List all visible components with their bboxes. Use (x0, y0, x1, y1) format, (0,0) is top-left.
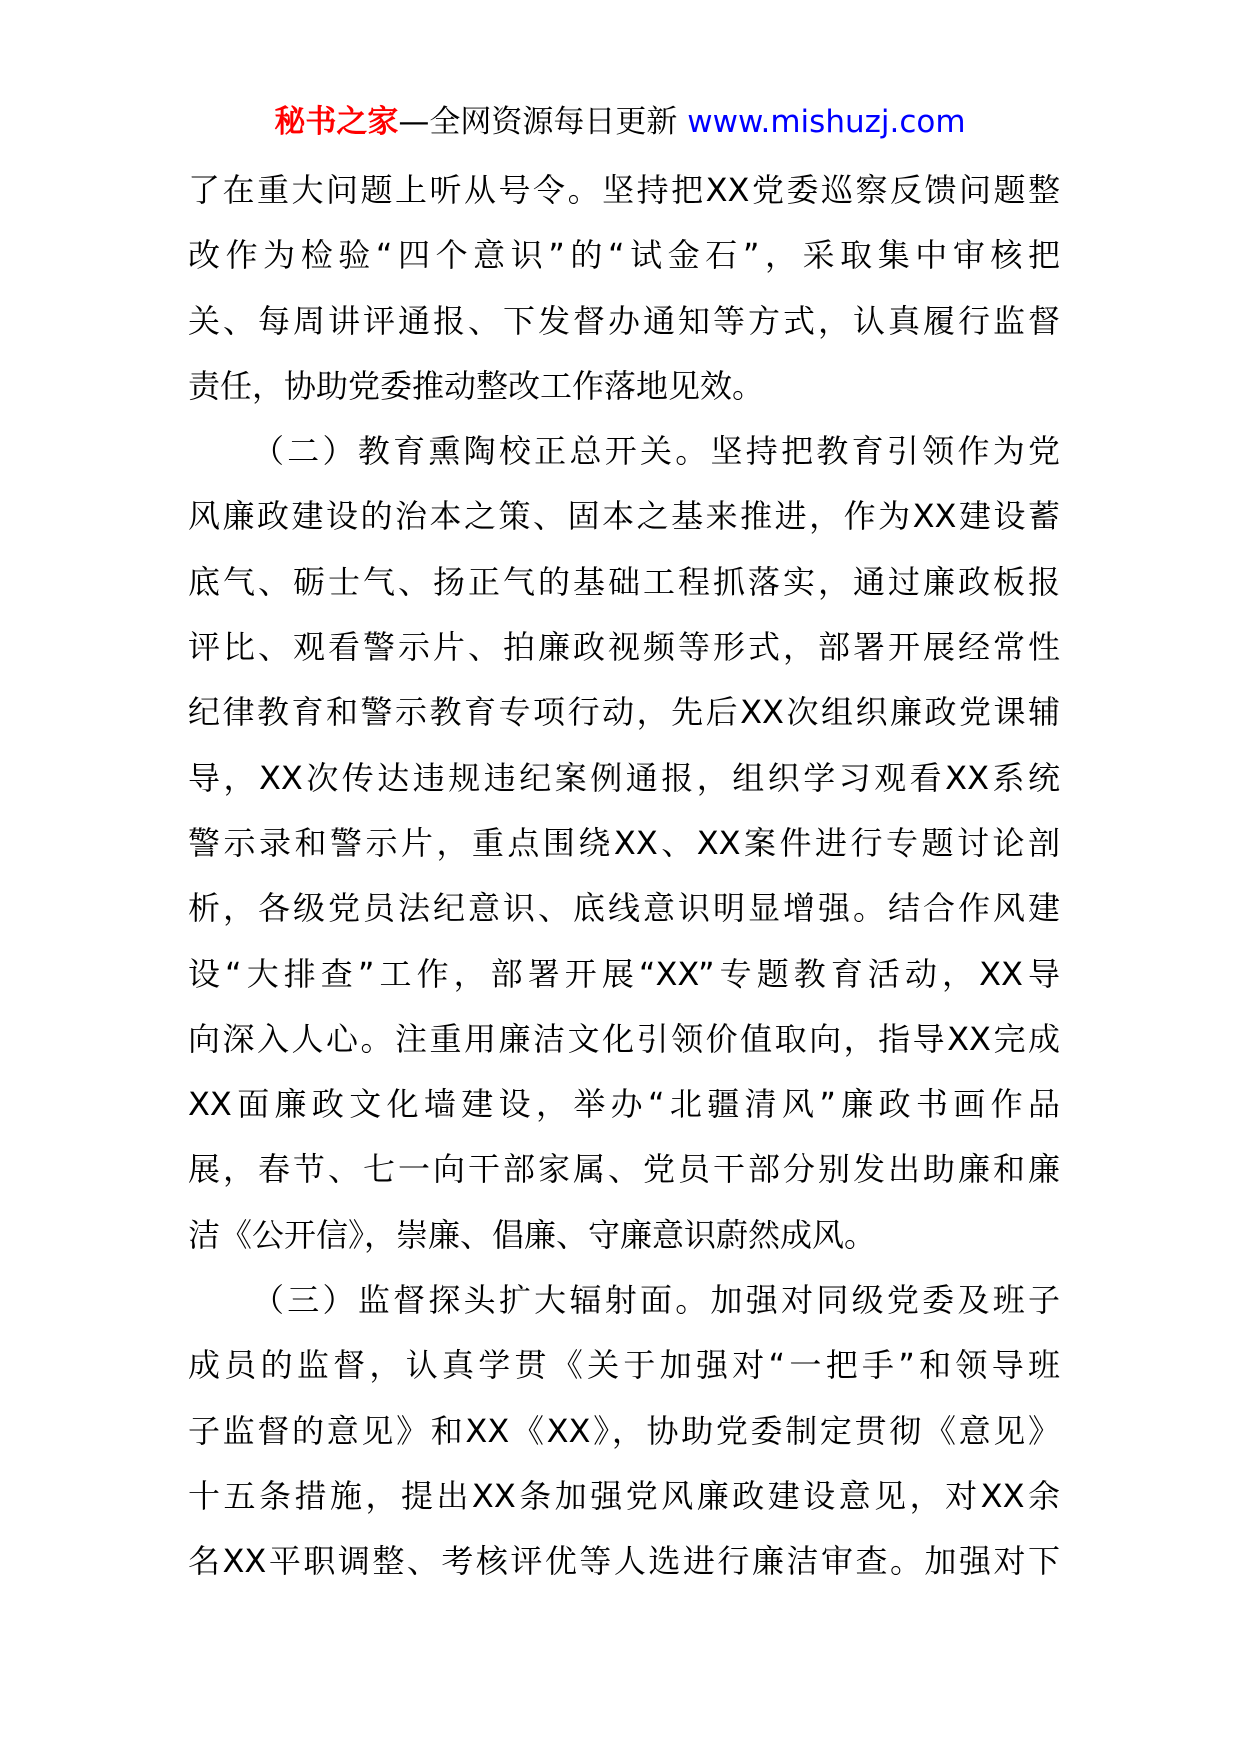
text-line: 底气、砺士气、扬正气的基础工程抓落实，通过廉政板报 (188, 562, 1060, 601)
text-line: 风廉政建设的治本之策、固本之基来推进，作为XX建设蓄 (188, 497, 1060, 536)
text-line: 了在重大问题上听从号令。坚持把XX党委巡察反馈问题整 (188, 171, 1060, 209)
text-line: 十五条措施，提出XX条加强党风廉政建设意见，对XX余 (188, 1476, 1060, 1515)
section-heading-line: （二）教育熏陶校正总开关。坚持把教育引领作为党 (252, 432, 1060, 471)
document-body (188, 158, 1060, 1595)
text-line: 评比、观看警示片、拍廉政视频等形式，部署开展经常性 (188, 628, 1060, 667)
text-line: 向深入人心。注重用廉洁文化引领价值取向，指导XX完成 (188, 1019, 1060, 1058)
text-line: 成员的监督，认真学贯《关于加强对“一把手”和领导班 (188, 1346, 1060, 1385)
header-url-link[interactable]: www.mishuzj.com (687, 104, 966, 140)
text-line: 关、每周讲评通报、下发督办通知等方式，认真履行监督 (188, 301, 1060, 340)
text-line: 子监督的意见》和XX《XX》，协助党委制定贯彻《意见》 (188, 1411, 1060, 1450)
page-header (0, 100, 1240, 144)
text-line: 责任，协助党委推动整改工作落地见效。 (188, 366, 765, 405)
text-line: 导，XX次传达违规违纪案例通报，组织学习观看XX系统 (188, 758, 1060, 797)
text-line: 警示录和警示片，重点围绕XX、XX案件进行专题讨论剖 (188, 823, 1060, 862)
text-line: 展，春节、七一向干部家属、党员干部分别发出助廉和廉 (188, 1150, 1060, 1189)
text-line: 纪律教育和警示教育专项行动，先后XX次组织廉政党课辅 (188, 693, 1060, 732)
section-heading-line: （三）监督探头扩大辐射面。加强对同级党委及班子 (252, 1281, 1060, 1320)
text-line: 名XX平职调整、考核评优等人选进行廉洁审查。加强对下 (188, 1542, 1060, 1581)
header-slogan: —全网资源每日更新 (398, 104, 678, 140)
header-brand: 秘书之家 (274, 104, 399, 140)
text-line: 改作为检验“四个意识”的“试金石”，采取集中审核把 (188, 236, 1060, 275)
text-line: 洁《公开信》，崇廉、倡廉、守廉意识蔚然成风。 (188, 1215, 877, 1254)
text-line: 析，各级党员法纪意识、底线意识明显增强。结合作风建 (188, 889, 1060, 928)
text-line: 设“大排查”工作，部署开展“XX”专题教育活动，XX导 (188, 954, 1060, 993)
text-line: XX面廉政文化墙建设，举办“北疆清风”廉政书画作品 (188, 1085, 1060, 1124)
